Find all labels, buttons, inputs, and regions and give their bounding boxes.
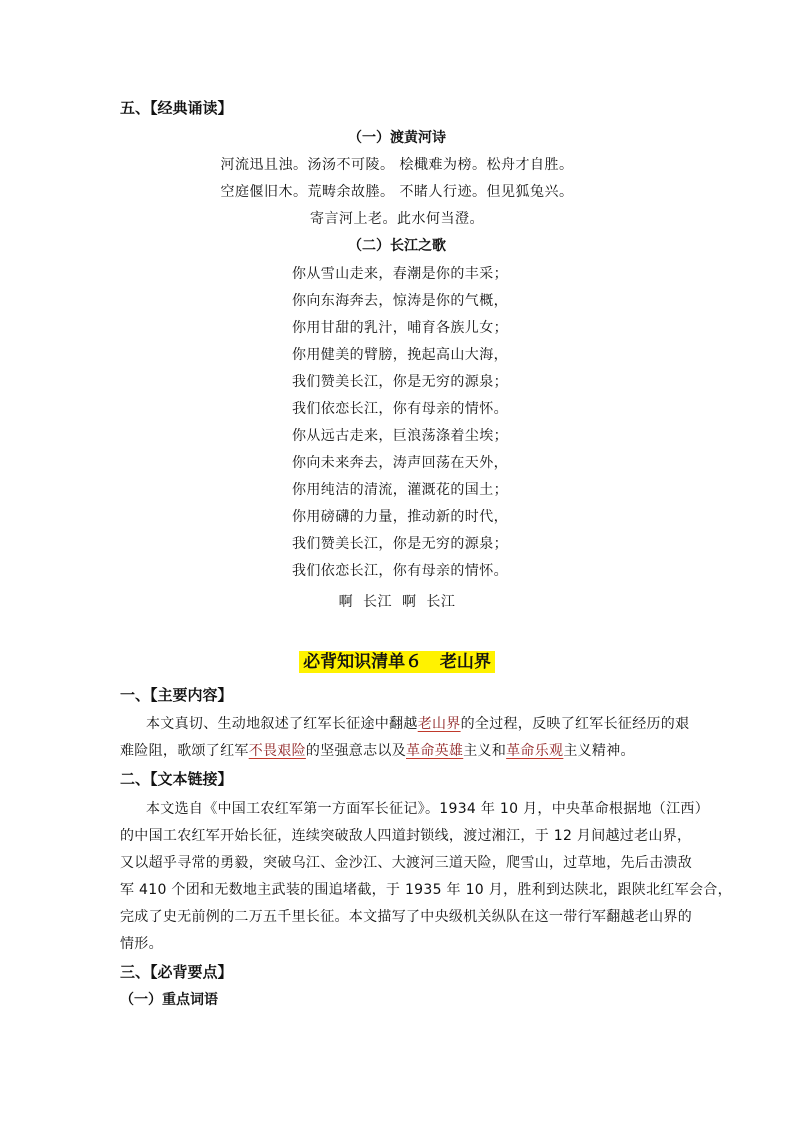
text-link-line: 情形。 [120,936,163,952]
song-line: 我们依恋长江，你有母亲的情怀。 [292,563,508,579]
main-content-line-1 [146,713,689,733]
song-line: 你向未来奔去，涛声回荡在天外， [292,455,508,471]
song-line: 你从远古走来，巨浪荡涤着尘埃； [292,428,508,444]
subheading-key-words: （一）重点词语 [120,992,218,1008]
text-run: 本文真切、生动地叙述了红军长征途中翻越 [146,716,418,732]
song-line: 我们依恋长江，你有母亲的情怀。 [292,401,508,417]
knowledge-list-banner: 必背知识清单６ 老山界 [299,651,495,673]
song-line: 你用纯洁的清流，灌溉花的国土； [292,482,508,498]
song-line: 你用磅礴的力量，推动新的时代， [292,509,508,525]
text-run: 的坚强意志以及 [305,743,407,759]
song-line: 你向东海奔去，惊涛是你的气概， [292,293,508,309]
section-heading-classic-reading: 五、【经典诵读】 [120,99,233,117]
text-link-line: 完成了史无前例的二万五千里长征。本文描写了中央级机关纵队在这一带行军翻越老山界的 [120,909,692,925]
song-ending: 啊 长江 啊 长江 [338,594,456,610]
poem-line: 空庭偃旧木。荒畴余故塍。 不睹人行迹。但见狐兔兴。 [220,184,574,200]
song-line: 你从雪山走来，春潮是你的丰采； [292,266,508,282]
poem-title-yangtze-song: （二）长江之歌 [348,238,446,254]
text-run: 主义精神。 [563,743,635,759]
knowledge-list-banner-wrap [0,647,794,672]
song-line: 你用健美的臂膀，挽起高山大海， [292,347,508,363]
highlight-revolutionary-optimism: 革命乐观 [506,743,564,759]
highlight-revolutionary-heroism: 革命英雄 [406,743,464,759]
text-run: 主义和 [463,743,507,759]
text-run: 的全过程，反映了红军长征经历的艰 [460,716,690,732]
song-line: 我们赞美长江，你是无穷的源泉； [292,536,508,552]
text-link-line: 的中国工农红军开始长征，连续突破敌人四道封锁线，渡过湘江，于 12 月间越过老山界， [120,828,692,844]
song-line: 你用甘甜的乳汁，哺育各族儿女； [292,320,508,336]
song-line: 我们赞美长江，你是无穷的源泉； [292,374,508,390]
section-heading-text-link: 二、【文本链接】 [120,770,233,788]
poem-line: 寄言河上老。此水何当澄。 [310,211,484,227]
text-link-line: 又以超乎寻常的勇毅，突破乌江、金沙江、大渡河三道天险，爬雪山，过草地，先后击溃敌 [120,855,692,871]
poem-title-crossing-yellow-river: （一）渡黄河诗 [348,130,446,146]
highlight-laoshanjie: 老山界 [417,716,461,732]
highlight-fearless: 不畏艰险 [248,743,306,759]
text-run: 难险阻，歌颂了红军 [120,743,249,759]
main-content-line-2 [120,740,635,760]
text-link-line: 本文选自《中国工农红军第一方面军长征记》。1934 年 10 月，中央革命根据地（江西） [146,801,709,817]
section-heading-main-content: 一、【主要内容】 [120,686,233,704]
section-heading-key-points: 三、【必背要点】 [120,963,233,981]
poem-line: 河流迅且浊。汤汤不可陵。 桧檝难为榜。松舟才自胜。 [220,157,574,173]
text-link-line: 军 410 个团和无数地主武装的围追堵截，于 1935 年 10 月，胜利到达陕北，跟陕北红军会合， [120,882,732,898]
